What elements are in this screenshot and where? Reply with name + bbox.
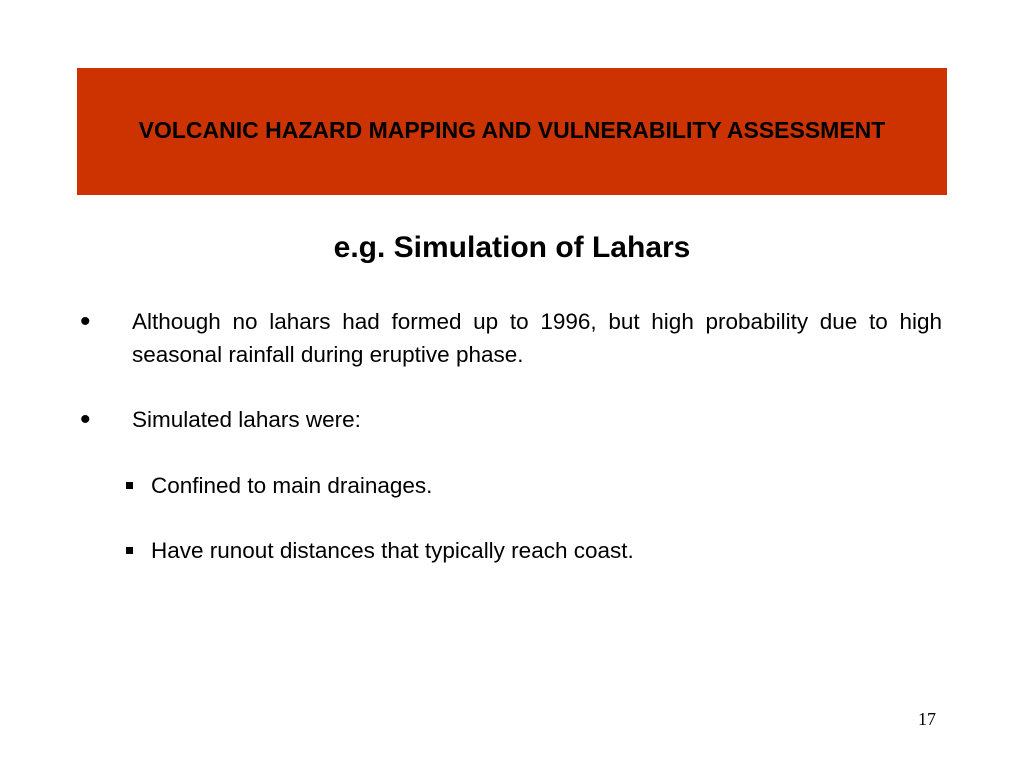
sub-bullet-text: Have runout distances that typically reach coast. [151,538,634,563]
square-bullet-icon [126,482,133,489]
bullet-text: Although no lahars had formed up to 1996, but high probability due to high seasonal rainfall during eruptive phase. [132,309,942,367]
square-bullet-icon [126,547,133,554]
sub-bullet-text: Confined to main drainages. [151,473,433,498]
slide-subtitle: e.g. Simulation of Lahars [333,231,691,264]
title-banner [77,68,947,195]
slide-title: VOLCANIC HAZARD MAPPING AND VULNERABILITY ASSESSMENT [138,116,886,143]
round-bullet-icon: • [80,305,91,338]
page-number: 17 [918,709,936,729]
bullet-text: Simulated lahars were: [132,407,361,432]
round-bullet-icon: • [80,403,91,436]
